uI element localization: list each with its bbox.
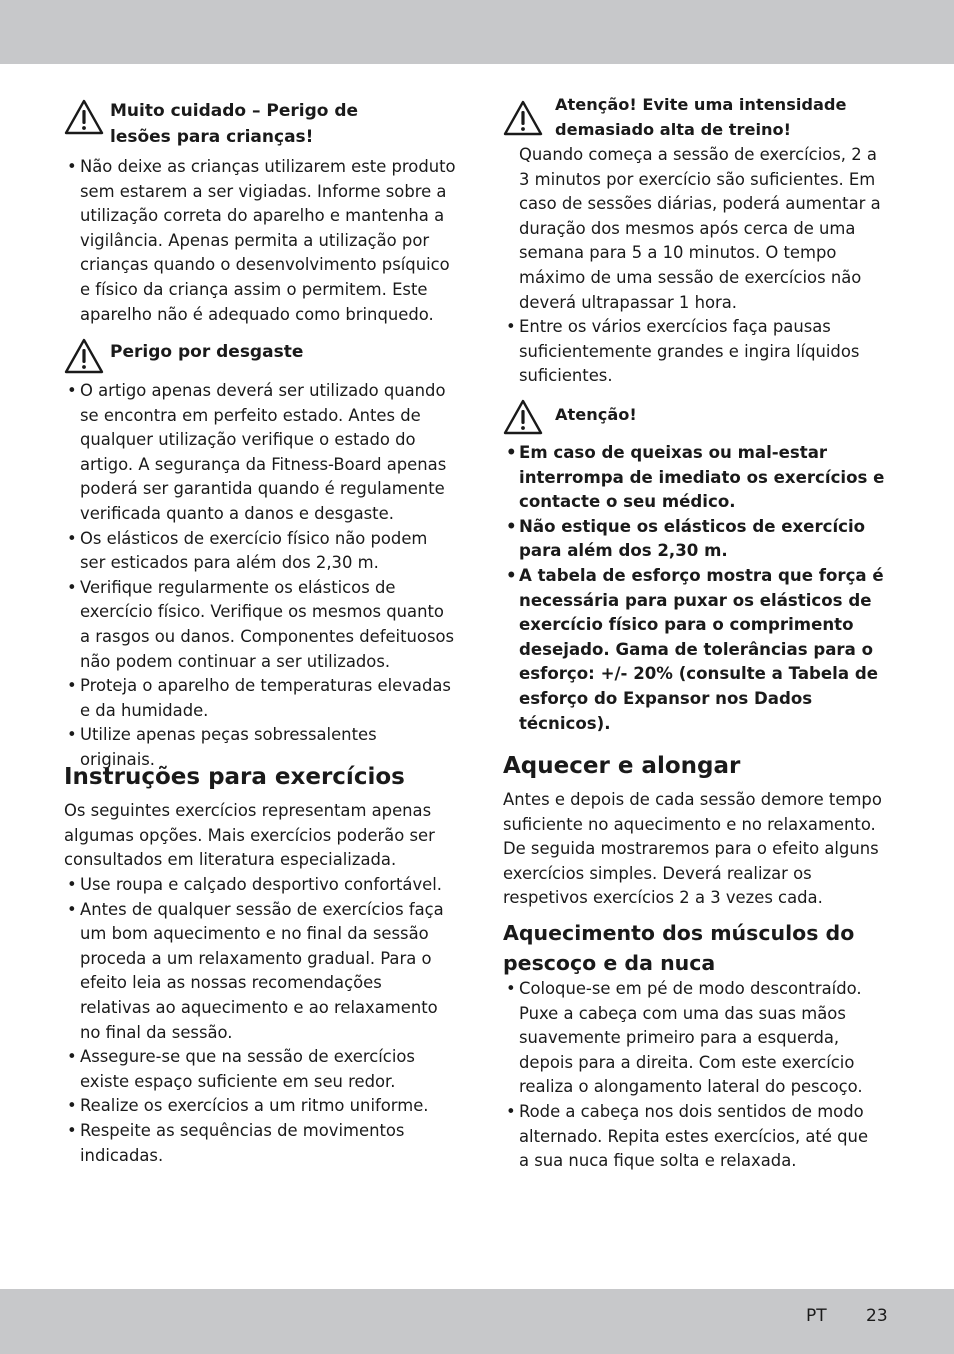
list-item: • Rode a cabeça nos dois sentidos de modo alternado. Repita estes exercícios, até que a sua nuca fique solta e relaxada.: [503, 1100, 873, 1174]
warning-intensity-list: [503, 315, 889, 389]
list-item: • Realize os exercícios a um ritmo uniforme.: [64, 1094, 456, 1119]
subsection-heading: Aquecimento dos músculos do: [503, 921, 855, 945]
list-item: • Utilize apenas peças sobressalentes originais.: [64, 723, 456, 772]
section-heading: Instruções para exercícios: [64, 764, 405, 790]
warning-title: lesões para crianças!: [110, 127, 314, 147]
warning-title: Muito cuidado – Perigo de: [110, 101, 359, 121]
warning-title: Atenção! Evite uma intensidade: [555, 95, 847, 114]
warning-children-list: [64, 155, 456, 327]
list-item: • Em caso de queixas ou mal-estar interrompa de imediato os exercícios e contacte o seu médico.: [503, 441, 889, 515]
instructions-list: [64, 873, 456, 1168]
list-item: • Coloque-se em pé de modo descontraído. Puxe a cabeça com uma das suas mãos suavemente primeiro para a esquerda, depois para a direita. Com este exercício realiza o alongamento lateral do pescoço.: [503, 977, 873, 1100]
warning-triangle-icon: [64, 99, 104, 135]
list-item: • Verifique regularmente os elásticos de exercício físico. Verifique os mesmos quanto a rasgos ou danos. Componentes defeituosos não podem continuar a ser utilizados.: [64, 576, 456, 674]
warning-triangle-icon: [503, 100, 543, 136]
warning-title: Atenção!: [555, 405, 637, 424]
list-item: • Respeite as sequências de movimentos indicadas.: [64, 1119, 456, 1168]
warning-title: Perigo por desgaste: [110, 342, 304, 362]
section-intro: Antes e depois de cada sessão demore tempo suficiente no aquecimento e no relaxamento. De seguida mostraremos para o efeito alguns exercícios simples. Deverá realizar os respetivos exercícios 2 a 3 vezes cada.: [503, 790, 882, 908]
list-item: • Assegure-se que na sessão de exercícios existe espaço suficiente em seu redor.: [64, 1045, 456, 1094]
warning-text: Quando começa a sessão de exercícios, 2 a 3 minutos por exercício são suficientes. Em caso de sessões diárias, poderá aumentar a duração dos mesmos após cerca de uma semana para 5 a 10 minutos. O tempo máximo de uma sessão de exercícios não deverá ultrapassar 1 hora.: [519, 145, 881, 312]
warning-attention-list: [503, 441, 889, 736]
section-intro: Os seguintes exercícios representam apenas algumas opções. Mais exercícios poderão ser consultados em literatura especializada.: [64, 801, 435, 870]
warning-wear-list: [64, 379, 456, 773]
list-item: • Use roupa e calçado desportivo confortável.: [64, 873, 456, 898]
warning-triangle-icon: [503, 399, 543, 435]
list-item: • O artigo apenas deverá ser utilizado quando se encontra em perfeito estado. Antes de qualquer utilização verifique o estado do artigo. A segurança da Fitness-Board apenas poderá ser garantida quando é regulamente verificada quanto a danos e desgaste.: [64, 379, 456, 527]
list-item: • Os elásticos de exercício físico não podem ser esticados para além dos 2,30 m.: [64, 527, 456, 576]
list-item: • Antes de qualquer sessão de exercícios faça um bom aquecimento e no final da sessão proceda a um relaxamento gradual. Para o efeito leia as nossas recomendações relativas ao aquecimento e ao relaxamento no final da sessão.: [64, 898, 456, 1046]
language-code: PT: [806, 1306, 827, 1326]
warning-triangle-icon: [64, 338, 104, 374]
top-bar: [0, 0, 954, 64]
list-item: • Não deixe as crianças utilizarem este produto sem estarem a ser vigiadas. Informe sobre a utilização correta do aparelho e mantenha a vigilância. Apenas permita a utilização por crianças quando o desenvolvimento psíquico e físico da criança assim o permitem. Este aparelho não é adequado como brinquedo.: [64, 155, 456, 327]
page-number: 23: [866, 1306, 888, 1326]
neck-list: [503, 977, 873, 1174]
subsection-heading: pescoço e da nuca: [503, 951, 716, 975]
warning-title: demasiado alta de treino!: [555, 120, 792, 139]
list-item: • Proteja o aparelho de temperaturas elevadas e da humidade.: [64, 674, 456, 723]
list-item: • Não estique os elásticos de exercício para além dos 2,30 m.: [503, 515, 889, 564]
section-heading: Aquecer e alongar: [503, 753, 741, 779]
list-item: • A tabela de esforço mostra que força é necessária para puxar os elásticos de exercício físico para o comprimento desejado. Gama de tolerâncias para o esforço: +/- 20% (consulte a Tabela de esforço do Expansor nos Dados técnicos).: [503, 564, 889, 736]
list-item: • Entre os vários exercícios faça pausas suficientemente grandes e ingira líquidos suficientes.: [503, 315, 889, 389]
